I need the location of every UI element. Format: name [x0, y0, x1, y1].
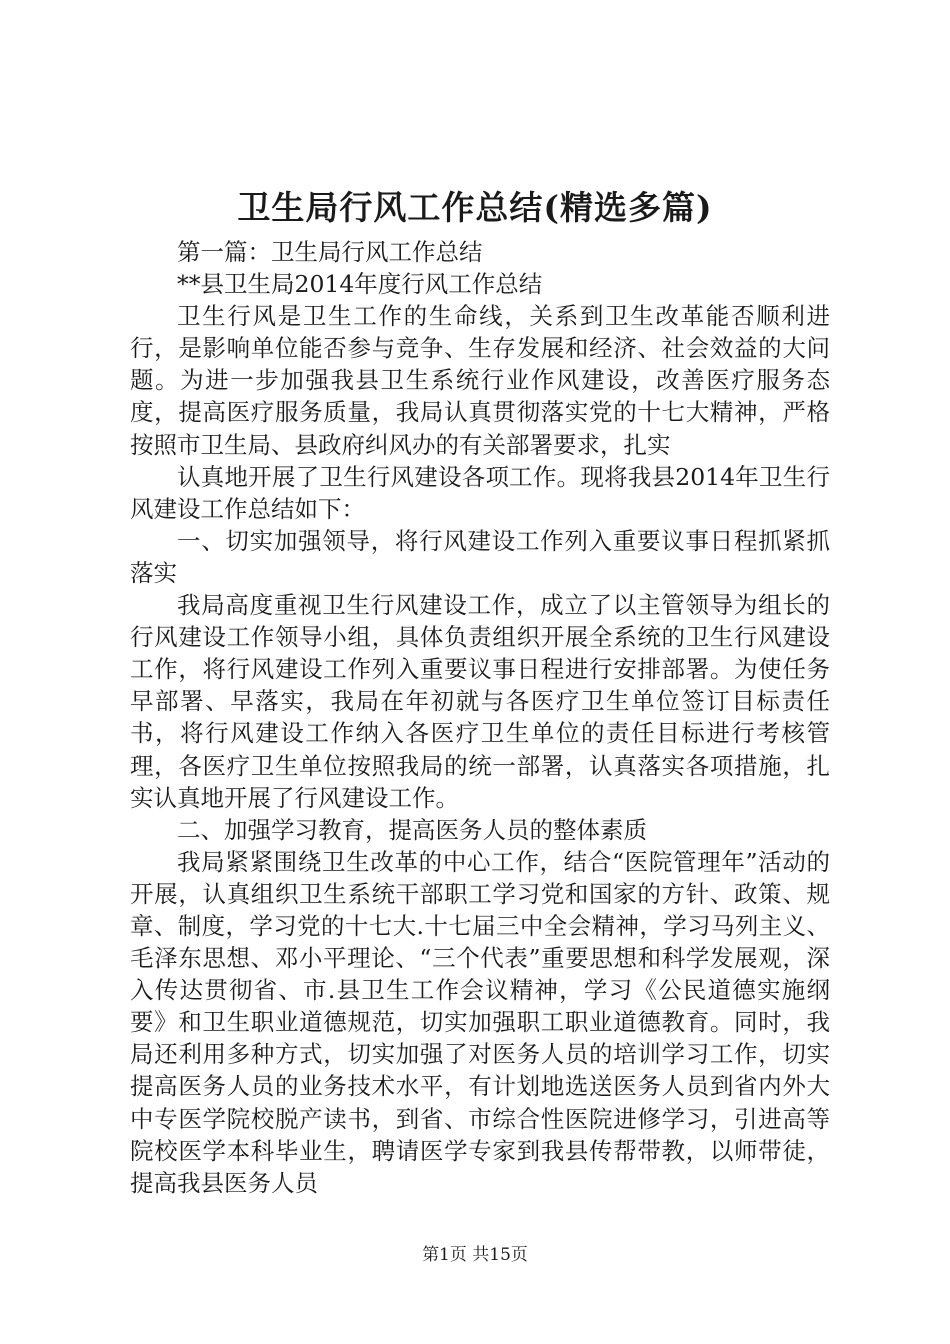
subsection-heading: 二、加强学习教育，提高医务人员的整体素质 [177, 815, 647, 844]
report-heading: **县卫生局2014年度行风工作总结 [177, 270, 543, 299]
body-paragraph: 卫生行风是卫生工作的生命线，关系到卫生改革能否顺利进行，是影响单位能否参与竞争、生存发展和经济、社会效益的大问题。为进一步加强我县卫生系统行业作风建设，改善医疗服务态度，提高医疗服务质量，我局认真贯彻落实党的十七大精神，严格按照市卫生局、县政府纠风办的有关部署要求，扎实 [130, 302, 830, 459]
page-number: 第1页 共15页 [422, 1245, 528, 1265]
body-paragraph: 我局高度重视卫生行风建设工作，成立了以主管领导为组长的行风建设工作领导小组，具体负责组织开展全系统的卫生行风建设工作，将行风建设工作列入重要议事日程进行安排部署。为使任务早部署、早落实，我局在年初就与各医疗卫生单位签订目标责任书，将行风建设工作纳入各医疗卫生单位的责任目标进行考核管理，各医疗卫生单位按照我局的统一部署，认真落实各项措施，扎实认真地开展了行风建设工作。 [130, 591, 830, 812]
subsection-heading: 一、切实加强领导，将行风建设工作列入重要议事日程抓紧抓落实 [130, 526, 830, 587]
document-page [130, 180, 830, 1199]
document-body [130, 236, 830, 1199]
document-title: 卫生局行风工作总结(精选多篇) [237, 188, 713, 227]
body-paragraph: 认真地开展了卫生行风建设各项工作。现将我县2014年卫生行风建设工作总结如下： [130, 462, 830, 523]
body-paragraph: 我局紧紧围绕卫生改革的中心工作，结合“医院管理年”活动的开展，认真组织卫生系统干部职工学习党和国家的方针、政策、规章、制度，学习党的十七大.十七届三中全会精神，学习马列主义、毛泽东思想、邓小平理论、“三个代表”重要思想和科学发展观，深入传达贯彻省、市.县卫生工作会议精神，学习《公民道德实施纲要》和卫生职业道德规范，切实加强职工职业道德教育。同时，我局还利用多种方式，切实加强了对医务人员的培训学习工作，切实提高医务人员的业务技术水平，有计划地选送医务人员到省内外大中专医学院校脱产读书，到省、市综合性医院进修学习，引进高等院校医学本科毕业生，聘请医学专家到我县传帮带教，以师带徒，提高我县医务人员 [130, 847, 830, 1197]
section-heading: 第一篇：卫生局行风工作总结 [177, 238, 483, 266]
